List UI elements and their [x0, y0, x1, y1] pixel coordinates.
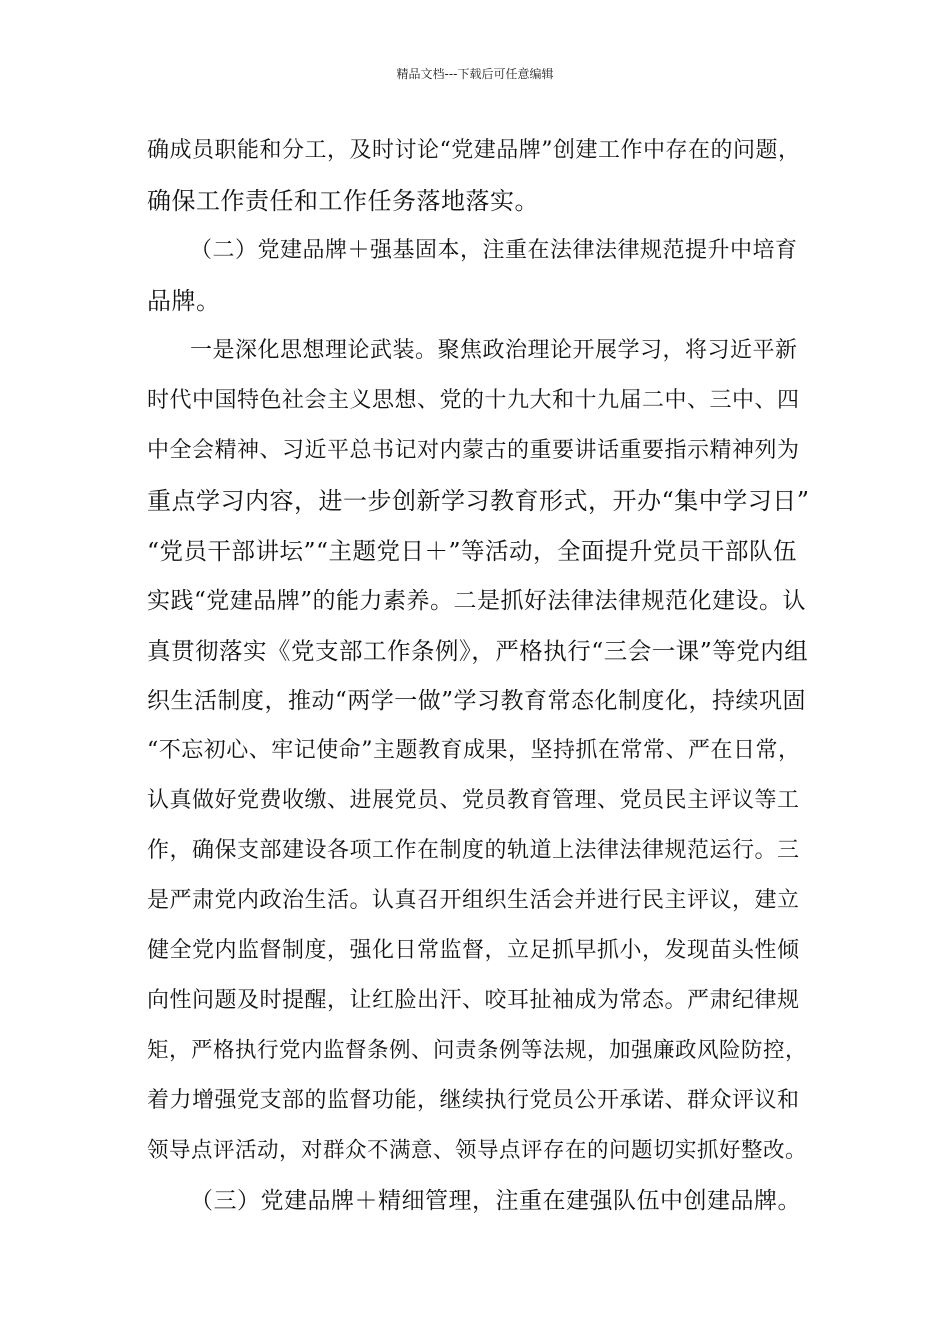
section-heading-2: （二）党建品牌＋强基固本，注重在法律法律规范提升中培育	[190, 238, 798, 263]
body-line: 时代中国特色社会主义思想、党的十九大和十九届二中、三中、四	[147, 388, 800, 413]
body-line: 向性问题及时提醒，让红脸出汗、咬耳扯袖成为常态。严肃纪律规	[147, 988, 800, 1013]
body-line: 作，确保支部建设各项工作在制度的轨道上法律法律规范运行。三	[147, 838, 800, 863]
body-line: 确成员职能和分工，及时讨论“党建品牌”创建工作中存在的问题，	[147, 138, 801, 163]
body-line: 品牌。	[147, 287, 221, 315]
body-line: 中全会精神、习近平总书记对内蒙古的重要讲话重要指示精神列为	[147, 438, 800, 463]
body-line: 矩，严格执行党内监督条例、问责条例等法规，加强廉政风险防控，	[147, 1038, 808, 1063]
body-line: “党员干部讲坛”“主题党日＋”等活动，全面提升党员干部队伍	[147, 537, 798, 565]
body-line: 真贯彻落实《党支部工作条例》，严格执行“三会一课”等党内组	[147, 637, 809, 665]
section-heading-3: （三）党建品牌＋精细管理，注重在建强队伍中创建品牌。	[190, 1188, 801, 1214]
body-line: 确保工作责任和工作任务落地落实。	[147, 187, 539, 215]
body-line: 领导点评活动，对群众不满意、领导点评存在的问题切实抓好整改。	[147, 1138, 808, 1163]
body-line: 实践“党建品牌”的能力素养。二是抓好法律法律规范化建设。认	[147, 588, 807, 614]
body-line: 是严肃党内政治生活。认真召开组织生活会并进行民主评议，建立	[147, 888, 800, 913]
body-line: 重点学习内容，进一步创新学习教育形式，开办“集中学习日”	[147, 487, 810, 515]
body-line: “不忘初心、牢记使命”主题教育成果，坚持抓在常常、严在日常，	[147, 738, 801, 763]
body-line: 着力增强党支部的监督功能，继续执行党员公开承诺、群众评议和	[147, 1088, 800, 1113]
body-line: 健全党内监督制度，强化日常监督，立足抓早抓小，发现苗头性倾	[147, 938, 800, 963]
page-header: 精品文档---下载后可任意编辑	[396, 67, 554, 81]
paragraph-start: 一是深化思想理论武装。聚焦政治理论开展学习，将习近平新	[190, 338, 798, 363]
body-line: 织生活制度，推动“两学一做”学习教育常态化制度化，持续巩固	[147, 688, 807, 714]
body-line: 认真做好党费收缴、进展党员、党员教育管理、党员民主评议等工	[147, 788, 800, 813]
